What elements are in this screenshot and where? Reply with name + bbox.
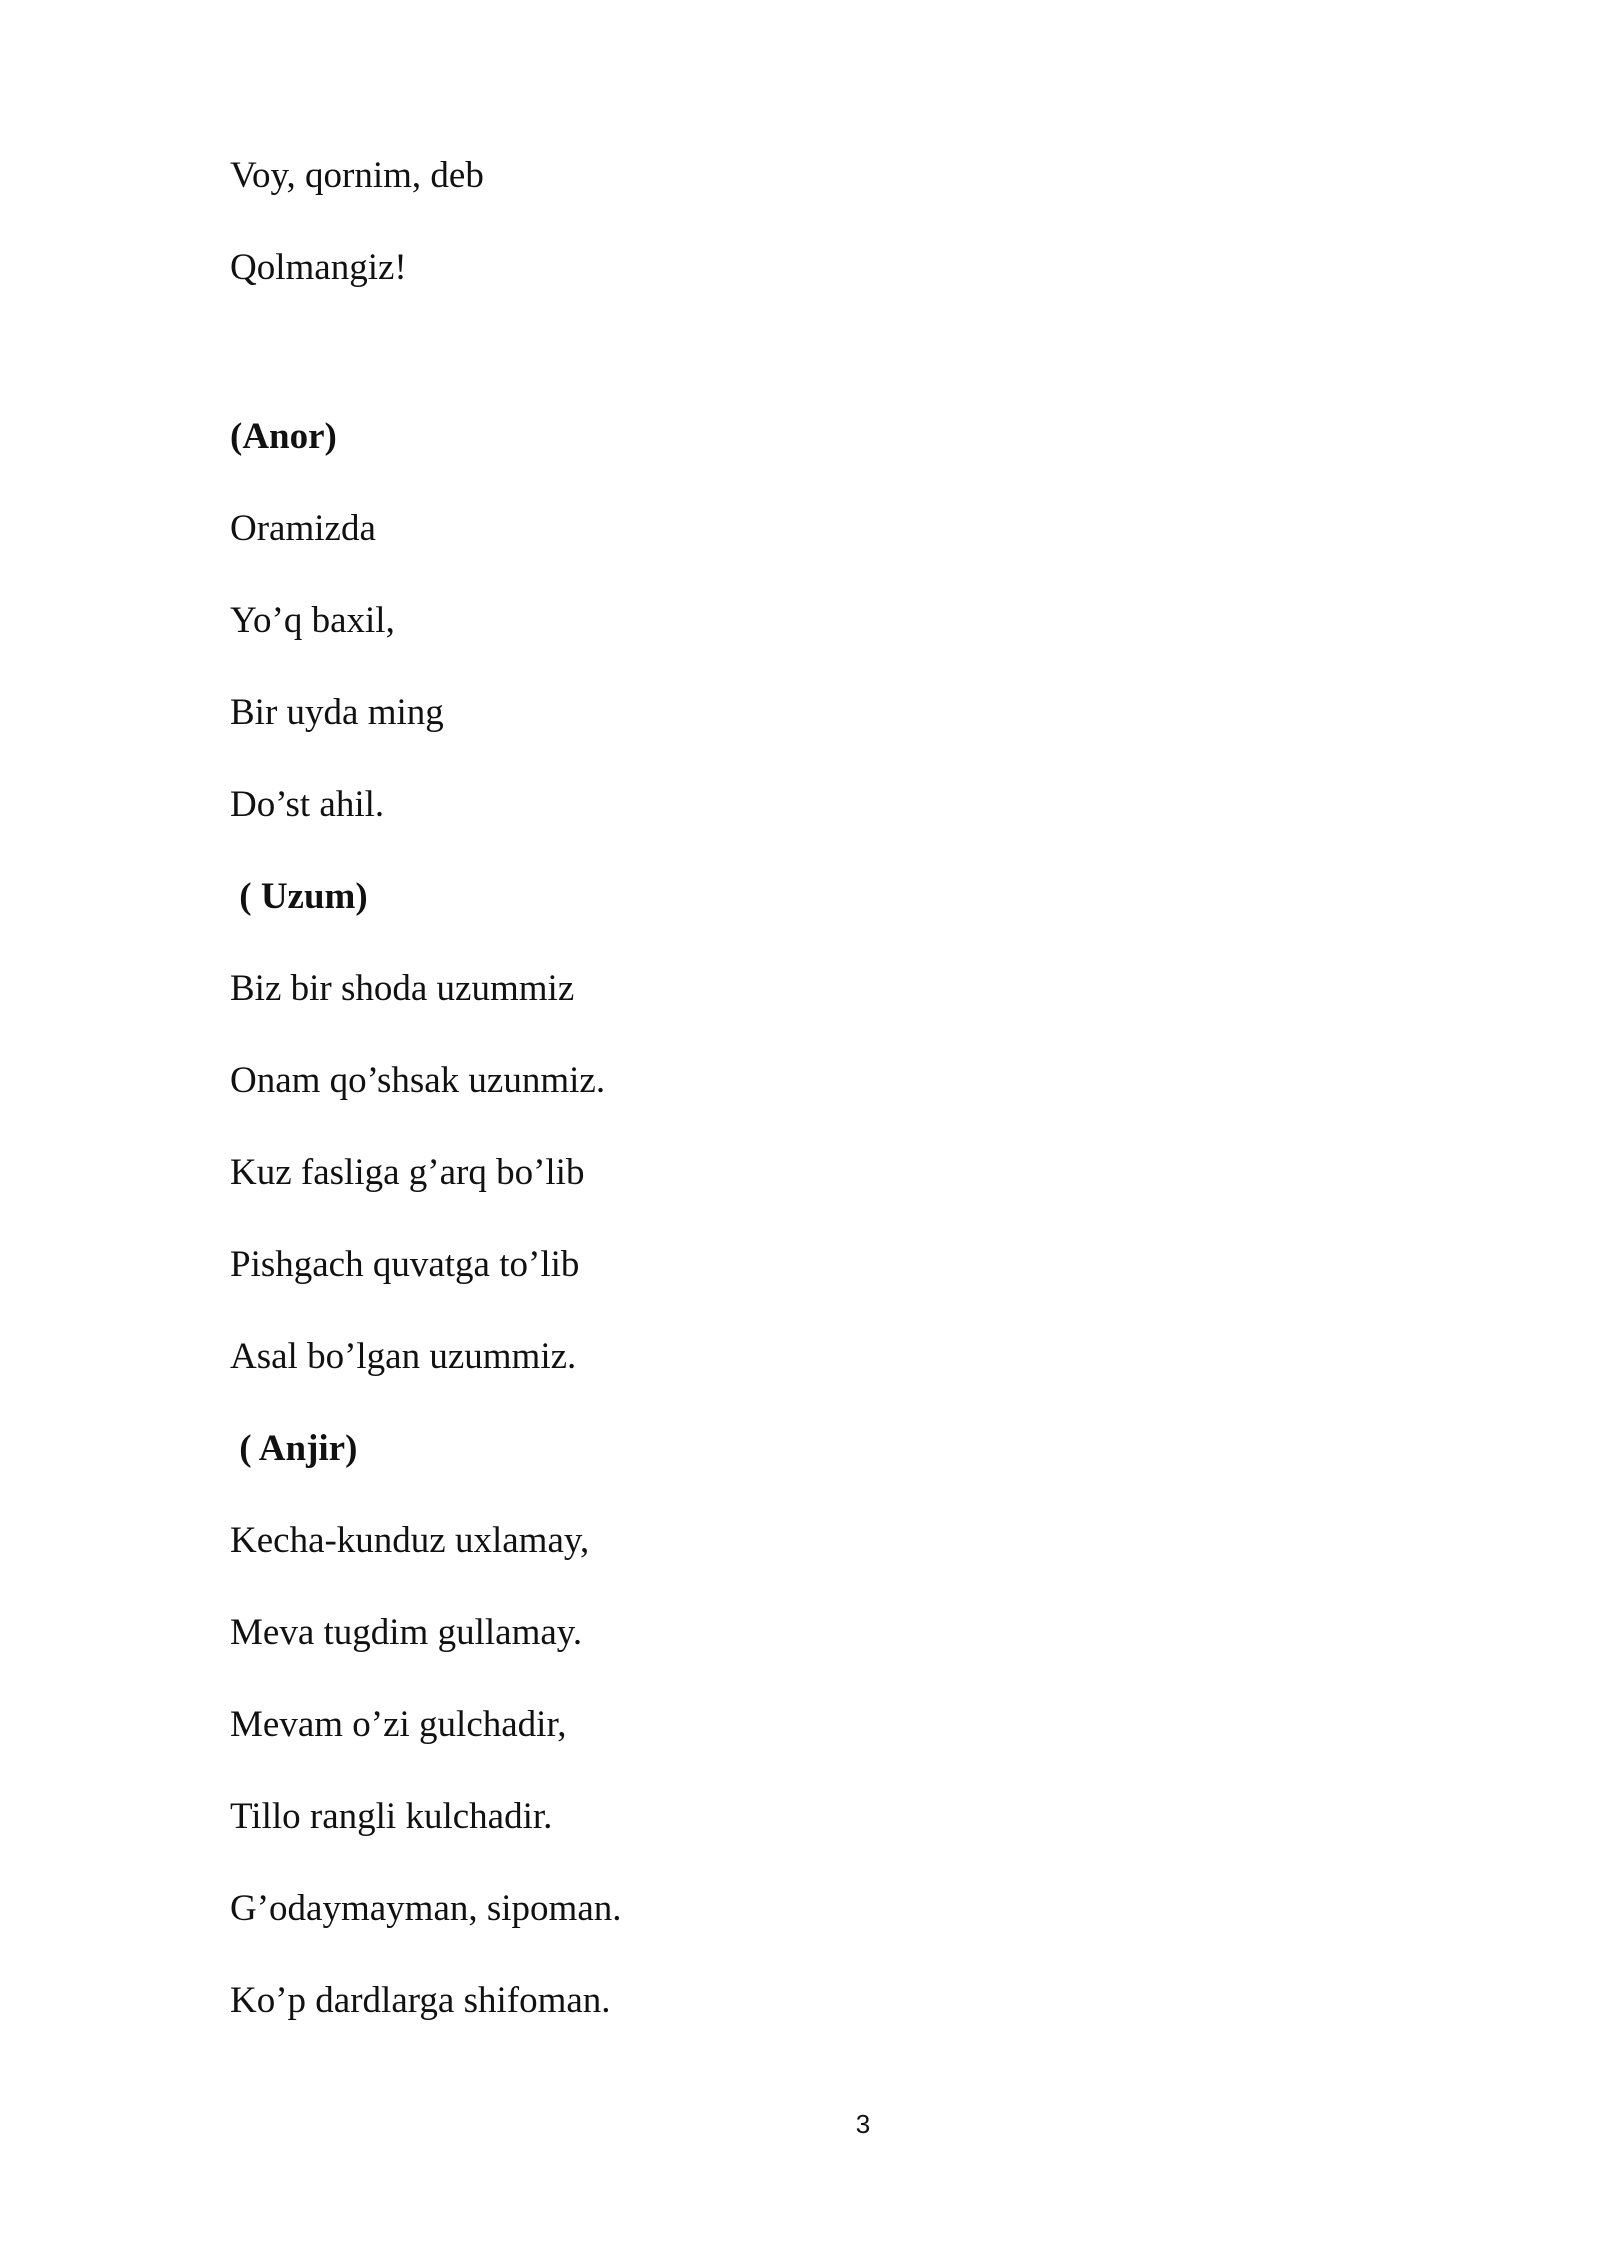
text-line: Meva tugdim gullamay. <box>230 1612 583 1653</box>
text-line: Tillo rangli kulchadir. <box>230 1796 553 1837</box>
text-line: Pishgach quvatga to’lib <box>230 1244 580 1285</box>
text-line: G’odaymayman, sipoman. <box>230 1888 622 1929</box>
section-heading-anjir: ( Anjir) <box>230 1428 358 1469</box>
text-line: Kuz fasliga g’arq bo’lib <box>230 1152 585 1193</box>
text-line: Qolmangiz! <box>230 247 407 288</box>
text-line: Asal bo’lgan uzummiz. <box>230 1336 577 1377</box>
text-line: Bir uyda ming <box>230 692 444 733</box>
text-line: Do’st ahil. <box>230 784 385 825</box>
section-heading-uzum: ( Uzum) <box>230 876 368 917</box>
text-line: Kecha-kunduz uxlamay, <box>230 1520 590 1561</box>
text-line: Voy, qornim, deb <box>230 155 484 196</box>
text-line: Yo’q baxil, <box>230 600 395 641</box>
text-line: Ko’p dardlarga shifoman. <box>230 1980 611 2021</box>
text-line: Biz bir shoda uzummiz <box>230 968 575 1009</box>
text-line: Oramizda <box>230 508 376 549</box>
page-number: 3 <box>855 2109 871 2139</box>
text-line: Onam qo’shsak uzunmiz. <box>230 1060 606 1101</box>
text-line: Mevam o’zi gulchadir, <box>230 1704 567 1745</box>
section-heading-anor: (Anor) <box>230 416 337 457</box>
